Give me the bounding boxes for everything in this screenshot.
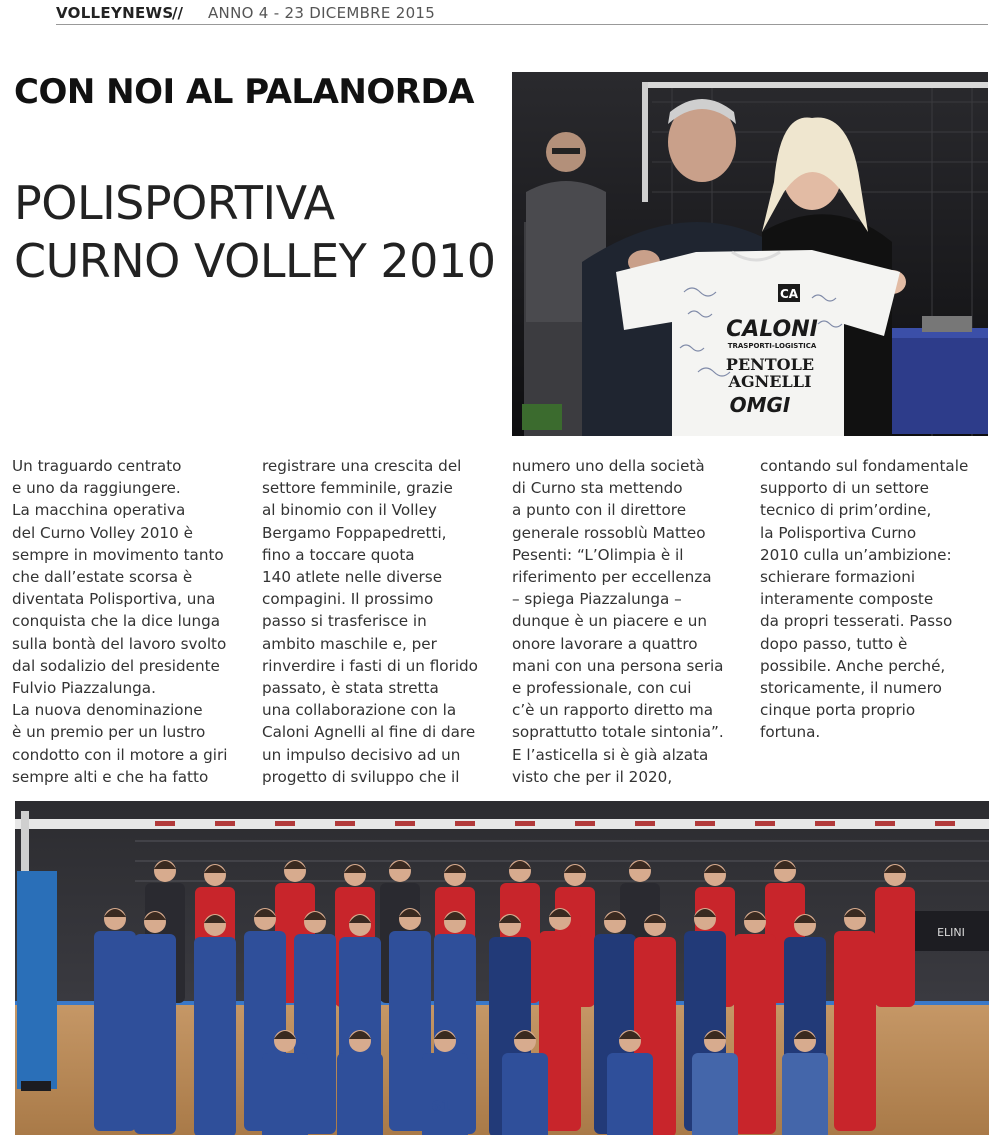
article-text-line: sempre alti e che ha fatto — [12, 767, 209, 786]
article-text-line: condotto con il motore a giri — [12, 745, 228, 764]
article-text-line: a punto con il direttore — [512, 501, 687, 520]
team-group-photo — [15, 801, 989, 1135]
article-text-line: la Polisportiva Curno — [760, 523, 917, 542]
article-text-line: c’è un rapporto diretto ma — [512, 701, 714, 720]
article-text-line: supporto di un settore — [760, 479, 929, 498]
article-title — [14, 174, 504, 290]
article-text-line: di Curno sta mettendo — [512, 479, 683, 498]
article-text-line: – spiega Piazzalunga – — [512, 590, 682, 609]
article-text-line: ambito maschile e, per — [262, 634, 437, 653]
article-text-line: dopo passo, tutto è — [760, 634, 908, 653]
article-column-3 — [512, 455, 744, 788]
article-text-line: al binomio con il Volley — [262, 501, 437, 520]
publication-name: VOLLEYNEWS — [56, 4, 174, 22]
team-member — [194, 914, 236, 1135]
article-text-line: dunque è un piacere e un — [512, 612, 707, 631]
article-text-line: rinverdire i fasti di un florido — [262, 656, 478, 675]
article-text-line: che dall’estate scorsa è — [12, 568, 193, 587]
article-title-line: POLISPORTIVA — [14, 176, 335, 230]
article-text-line: sulla bontà del lavoro svolto — [12, 634, 227, 653]
article-text-line: La nuova denominazione — [12, 701, 203, 720]
article-text-line: possibile. Anche perché, — [760, 656, 946, 675]
article-text-line: E l’asticella si è già alzata — [512, 745, 709, 764]
article-column-2 — [262, 455, 494, 788]
net-post-pad — [17, 871, 57, 1089]
article-text-line: 2010 culla un’ambizione: — [760, 545, 952, 564]
article-title-line: CURNO VOLLEY 2010 — [14, 234, 496, 288]
article-text-line: compagini. Il prossimo — [262, 590, 434, 609]
article-text-line: riferimento per eccellenza — [512, 568, 712, 587]
article-text-line: generale rossoblù Matteo — [512, 523, 706, 542]
article-text-line: conquista che la dice lunga — [12, 612, 221, 631]
shirt-presentation-photo — [512, 72, 988, 436]
article-text-line: cinque porta proprio — [760, 701, 916, 720]
article-text-line: Un traguardo centrato — [12, 457, 182, 475]
article-text-line: fortuna. — [760, 723, 821, 742]
article-text-line: del Curno Volley 2010 è — [12, 523, 193, 542]
article-text-line: tecnico di prim’ordine, — [760, 501, 932, 520]
article-kicker: CON NOI AL PALANORDA — [14, 72, 474, 112]
article-text-line: diventata Polisportiva, una — [12, 590, 216, 609]
article-text-line: e professionale, con cui — [512, 679, 692, 698]
shirt-logo: CA — [779, 287, 799, 301]
article-text-line: passato, è stata stretta — [262, 679, 439, 698]
header-separator: // — [172, 4, 183, 22]
article-text-line: settore femminile, grazie — [262, 479, 453, 498]
article-text-line: fino a toccare quota — [262, 545, 415, 564]
article-column-1 — [12, 455, 244, 788]
article-text-line: un impulso decisivo ad un — [262, 745, 461, 764]
article-text-line: da propri tesserati. Passo — [760, 612, 953, 631]
article-text-line: dal sodalizio del presidente — [12, 656, 220, 675]
article-text-line: La macchina operativa — [12, 501, 186, 520]
shirt-presentation-image — [512, 72, 988, 436]
article-text-line: Bergamo Foppapedretti, — [262, 523, 447, 542]
article-text-line: numero uno della società — [512, 457, 705, 475]
shirt-sponsor-caloni-sub: TRASPORTI-LOGISTICA — [727, 342, 817, 350]
article-text-line: è un premio per un lustro — [12, 723, 206, 742]
article-text-line: Fulvio Piazzalunga. — [12, 679, 156, 698]
article-text-line: onore lavorare a quattro — [512, 634, 698, 653]
shirt-sponsor-pentole: PENTOLE — [725, 355, 815, 374]
article-text-line: 140 atlete nelle diverse — [262, 568, 443, 587]
article-text-line: visto che per il 2020, — [512, 767, 673, 786]
article-text-line: e uno da raggiungere. — [12, 479, 181, 498]
article-text-line: storicamente, il numero — [760, 679, 942, 698]
article-text-line: passo si trasferisce in — [262, 612, 427, 631]
article-text-line: schierare formazioni — [760, 568, 916, 587]
article-text-line: interamente composte — [760, 590, 934, 609]
arena-banner-text: ELINI — [937, 926, 965, 939]
article-text-line: contando sul fondamentale — [760, 457, 969, 475]
article-text-line: sempre in movimento tanto — [12, 545, 224, 564]
team-group-image — [15, 801, 989, 1135]
article-text-line: Pesenti: “L’Olimpia è il — [512, 545, 684, 564]
team-member — [94, 908, 136, 1131]
article-text-line: progetto di sviluppo che il — [262, 767, 460, 786]
shirt-sponsor-caloni: CALONI — [726, 317, 818, 342]
article-text-line: registrare una crescita del — [262, 457, 462, 475]
shirt-sponsor-omgi: OMGI — [729, 393, 791, 417]
issue-date: ANNO 4 - 23 DICEMBRE 2015 — [208, 4, 436, 22]
team-members — [94, 860, 915, 1135]
article-text-line: mani con una persona seria — [512, 656, 724, 675]
shirt-sponsor-agnelli: AGNELLI — [728, 372, 812, 391]
article-text-line: soprattutto totale sintonia”. — [512, 723, 724, 742]
article-text-line: Caloni Agnelli al fine di dare — [262, 723, 476, 742]
team-member — [734, 911, 776, 1134]
page-header — [56, 3, 988, 25]
team-member — [834, 908, 876, 1131]
team-member — [134, 911, 176, 1134]
jersey-number: 61 — [431, 1099, 451, 1115]
article-text-line: una collaborazione con la — [262, 701, 457, 720]
article-column-4 — [760, 455, 992, 744]
